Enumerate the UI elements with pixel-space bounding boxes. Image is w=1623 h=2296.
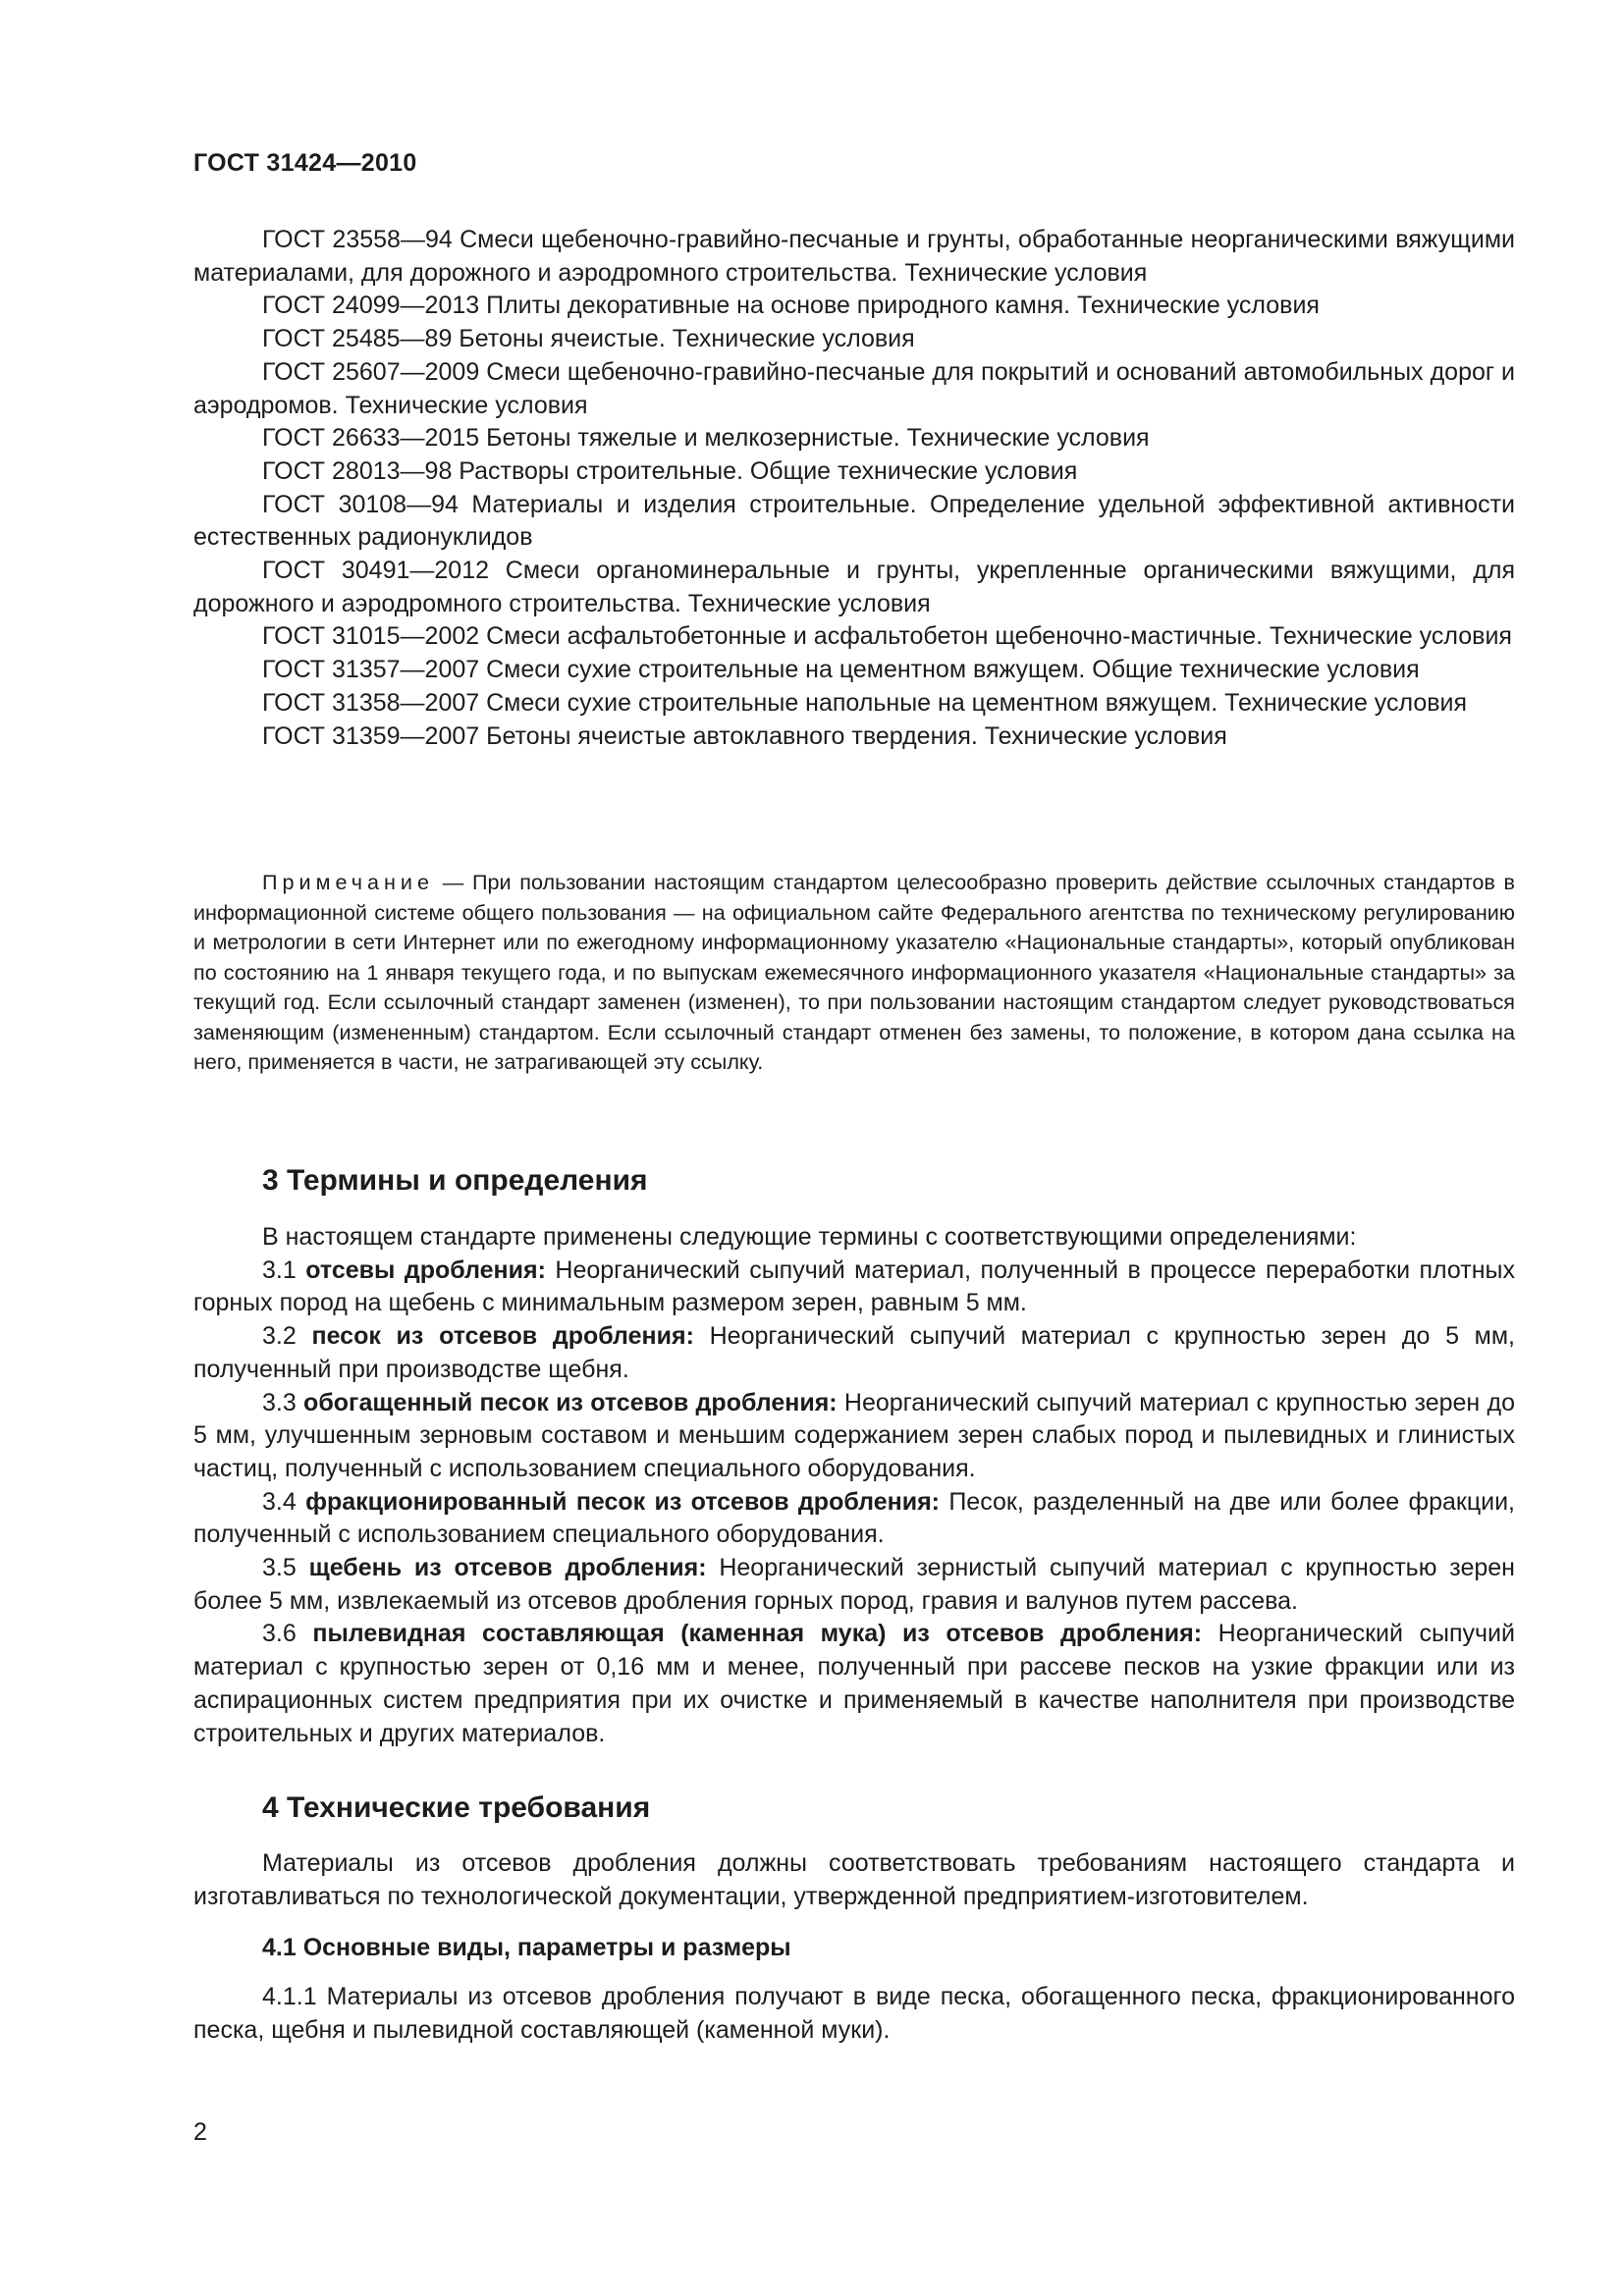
term-name: пылевидная составляющая (каменная мука) из отсевов дробления: [312,1620,1203,1648]
term-name: отсевы дробления: [305,1255,546,1284]
section-4-intro: Материалы из отсевов дробления должны соответствовать требованиям настоящего стандарта и изготавливаться по технологической документации, утвержденной предприятием-изготовителем. [193,1849,1515,1910]
section-3-intro: В настоящем стандарте применены следующие термины с соответствующими определениями: [262,1223,1357,1251]
reference-item: ГОСТ 31359—2007 Бетоны ячеистые автоклавного твердения. Технические условия [262,721,1227,750]
section-4-body [193,1847,1515,1913]
note-label: Примечание [262,870,434,894]
term-name: песок из отсевов дробления: [311,1322,694,1351]
term-number: 3.5 [262,1554,297,1582]
note-block [193,868,1515,1078]
reference-item: ГОСТ 25485—89 Бетоны ячеистые. Технические условия [262,325,915,353]
term-name: щебень из отсевов дробления: [308,1554,707,1582]
reference-item: ГОСТ 28013—98 Растворы строительные. Общие технические условия [262,456,1078,485]
term-number: 3.2 [262,1322,297,1351]
reference-item: ГОСТ 31357—2007 Смеси сухие строительные на цементном вяжущем. Общие технические условия [262,656,1420,684]
term-definition: Песок, разделенный на две или более фракции, полученный с использованием специального оборудования. [193,1487,1516,1549]
subsection-4-1-body [193,1981,1515,2047]
reference-item: ГОСТ 26633—2015 Бетоны тяжелые и мелкозернистые. Технические условия [262,424,1150,453]
term-item [193,1387,1515,1486]
term-name: фракционированный песок из отсевов дробления: [305,1487,941,1516]
paragraph-4-1-1: 4.1.1 Материалы из отсевов дробления получают в виде песка, обогащенного песка, фракционированного песка, щебня и пылевидной составляющей (каменной муки). [193,1983,1515,2044]
reference-item: ГОСТ 30108—94 Материалы и изделия строительные. Определение удельной эффективной активности естественных радионуклидов [193,490,1515,552]
term-number: 3.4 [262,1487,297,1516]
section-4-title: 4 Технические требования [262,1791,651,1824]
reference-item: ГОСТ 30491—2012 Смеси органоминеральные и грунты, укрепленные органическими вяжущими, для дорожного и аэродромного строительства. Технические условия [193,557,1515,617]
reference-item: ГОСТ 31015—2002 Смеси асфальтобетонные и асфальтобетон щебеночно-мастичные. Технические условия [262,622,1512,651]
term-definition: Неорганический сыпучий материал с крупностью зерен от 0,16 мм и менее, полученный при рассеве песков на узкие фракции или из аспирационных систем предприятия при их очистке и применяемый в качестве наполнителя при производстве строительных и других материалов. [193,1620,1515,1747]
term-item [193,1486,1515,1552]
term-item [193,1255,1515,1320]
term-definition: Неорганический сыпучий материал, полученный в процессе переработки плотных горных пород на щебень с минимальным размером зерен, равным 5 мм. [193,1255,1516,1317]
page-number: 2 [193,2118,207,2146]
term-name: обогащенный песок из отсевов дробления: [303,1388,838,1416]
term-item [193,1618,1515,1750]
term-item [193,1320,1515,1386]
note-paragraph [193,868,1515,1078]
subsection-4-1-title: 4.1 Основные виды, параметры и размеры [262,1934,791,1961]
reference-item: ГОСТ 31358—2007 Смеси сухие строительные напольные на цементном вяжущем. Технические условия [262,688,1468,717]
note-text: — При пользовании настоящим стандартом целесообразно проверить действие ссылочных стандартов в информационной системе общего пользования — на официальном сайте Федерального агентства по техническому регулированию и метрологии в сети Интернет или по ежегодному информационному указателю «Национальные стандарты», который опубликован по состоянию на 1 января текущего года, и по выпускам ежемесячного информационного указателя «Национальные стандарты» за текущий год. Если ссылочный стандарт заменен (изменен), то при пользовании настоящим стандартом следует руководствоваться заменяющим (измененным) стандартом. Если ссылочный стандарт отменен без замены, то положение, в котором дана ссылка на него, применяется в части, не затрагивающей эту ссылку. [193,870,1515,1074]
term-definition: Неорганический сыпучий материал с крупностью зерен до 5 мм, полученный при производстве щебня. [193,1322,1515,1383]
normative-references [193,224,1515,753]
term-item [193,1552,1515,1618]
section-3-title: 3 Термины и определения [262,1164,648,1197]
reference-item: ГОСТ 23558—94 Смеси щебеночно-гравийно-песчаные и грунты, обработанные неорганическими вяжущими материалами, для дорожного и аэродромного строительства. Технические условия [193,226,1515,287]
section-3-body [193,1221,1515,1750]
reference-item: ГОСТ 24099—2013 Плиты декоративные на основе природного камня. Технические условия [262,292,1320,320]
term-definition: Неорганический сыпучий материал с крупностью зерен до 5 мм, улучшенным зерновым составом и меньшим содержанием зерен слабых пород и пылевидных и глинистых частиц, полученный с использованием специального оборудования. [193,1388,1515,1482]
reference-item: ГОСТ 25607—2009 Смеси щебеночно-гравийно-песчаные для покрытий и оснований автомобильных дорог и аэродромов. Технические условия [193,357,1515,419]
term-number: 3.1 [262,1255,297,1284]
term-number: 3.6 [262,1620,297,1648]
document-header: ГОСТ 31424—2010 [193,149,417,177]
term-definition: Неорганический зернистый сыпучий материал с крупностью зерен более 5 мм, извлекаемый из отсевов дробления горных пород, гравия и валунов путем рассева. [193,1554,1515,1615]
term-number: 3.3 [262,1388,297,1416]
